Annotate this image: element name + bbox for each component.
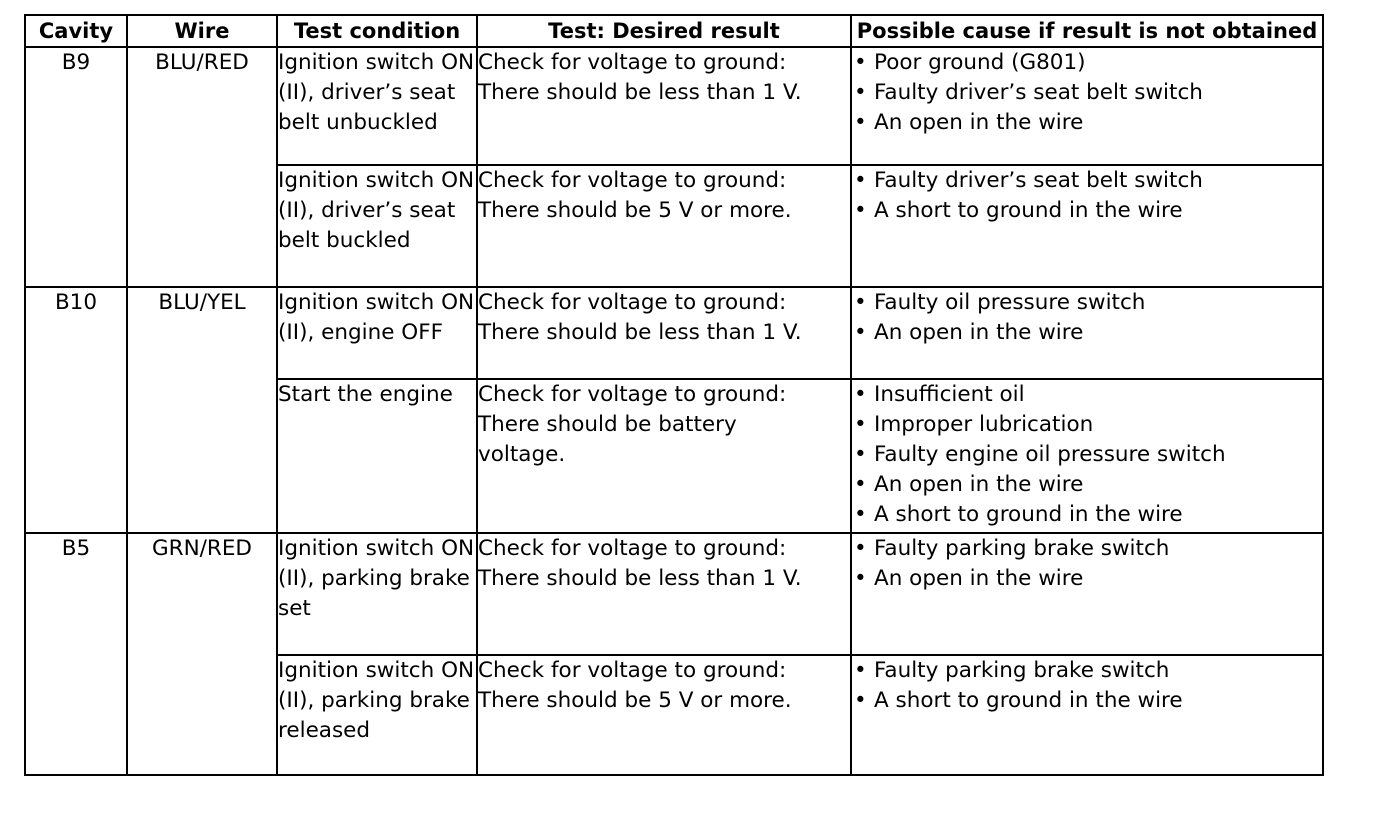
result-text: There should be less than 1 V. (478, 320, 802, 345)
result-text: Check for voltage to ground: (478, 290, 787, 315)
result-text: Check for voltage to ground: (478, 382, 787, 407)
header-cavity: Cavity (25, 15, 127, 47)
cause-list (852, 380, 1322, 530)
desired-result-cell (477, 287, 851, 379)
cause-item: • A short to ground in the wire (852, 196, 1322, 226)
troubleshooting-table-sheet (24, 14, 1324, 776)
table-row (25, 47, 1323, 165)
cavity-cell: B9 (25, 47, 127, 287)
cause-item: • Improper lubrication (852, 410, 1322, 440)
wire-cell: BLU/RED (127, 47, 277, 287)
possible-cause-cell (851, 655, 1323, 775)
desired-result-cell (477, 47, 851, 165)
result-text: There should be 5 V or more. (478, 198, 792, 223)
desired-result-cell (477, 165, 851, 287)
cause-item: • Insufficient oil (852, 380, 1322, 410)
possible-cause-cell (851, 47, 1323, 165)
cause-list (852, 48, 1322, 138)
table-row (25, 533, 1323, 655)
cause-list (852, 534, 1322, 594)
cause-item: • A short to ground in the wire (852, 686, 1322, 716)
wire-cell: GRN/RED (127, 533, 277, 775)
test-condition-cell: Ignition switch ON (II), driver’s seat belt unbuckled (277, 47, 477, 165)
result-text: There should be less than 1 V. (478, 566, 802, 591)
possible-cause-cell (851, 287, 1323, 379)
table-row (25, 287, 1323, 379)
cause-item: • An open in the wire (852, 470, 1322, 500)
possible-cause-cell (851, 379, 1323, 533)
cause-item: • Faulty engine oil pressure switch (852, 440, 1322, 470)
troubleshooting-table (24, 14, 1324, 776)
cause-item: • Faulty oil pressure switch (852, 288, 1322, 318)
cause-item: • An open in the wire (852, 564, 1322, 594)
desired-result-cell (477, 379, 851, 533)
header-desired-result: Test: Desired result (477, 15, 851, 47)
header-test-condition: Test condition (277, 15, 477, 47)
result-text: Check for voltage to ground: (478, 658, 787, 683)
cavity-cell: B10 (25, 287, 127, 533)
wire-cell: BLU/YEL (127, 287, 277, 533)
result-text: Check for voltage to ground: (478, 168, 787, 193)
test-condition-cell: Ignition switch ON (II), parking brake set (277, 533, 477, 655)
possible-cause-cell (851, 533, 1323, 655)
cause-item: • A short to ground in the wire (852, 500, 1322, 530)
cause-item: • Faulty driver’s seat belt switch (852, 78, 1322, 108)
test-condition-cell: Ignition switch ON (II), driver’s seat belt buckled (277, 165, 477, 287)
table-header-row (25, 15, 1323, 47)
result-text: Check for voltage to ground: (478, 536, 787, 561)
desired-result-cell (477, 533, 851, 655)
result-text: There should be 5 V or more. (478, 688, 792, 713)
cavity-cell: B5 (25, 533, 127, 775)
cause-item: • Faulty driver’s seat belt switch (852, 166, 1322, 196)
test-condition-cell: Ignition switch ON (II), engine OFF (277, 287, 477, 379)
result-text: There should be less than 1 V. (478, 80, 802, 105)
desired-result-cell (477, 655, 851, 775)
cause-item: • Faulty parking brake switch (852, 534, 1322, 564)
cause-list (852, 656, 1322, 716)
cause-item: • Poor ground (G801) (852, 48, 1322, 78)
header-possible-cause: Possible cause if result is not obtained (851, 15, 1323, 47)
result-text: There should be battery voltage. (478, 412, 737, 467)
cause-list (852, 288, 1322, 348)
test-condition-cell: Start the engine (277, 379, 477, 533)
header-wire: Wire (127, 15, 277, 47)
possible-cause-cell (851, 165, 1323, 287)
cause-item: • An open in the wire (852, 108, 1322, 138)
cause-list (852, 166, 1322, 226)
cause-item: • Faulty parking brake switch (852, 656, 1322, 686)
result-text: Check for voltage to ground: (478, 50, 787, 75)
test-condition-cell: Ignition switch ON (II), parking brake released (277, 655, 477, 775)
cause-item: • An open in the wire (852, 318, 1322, 348)
